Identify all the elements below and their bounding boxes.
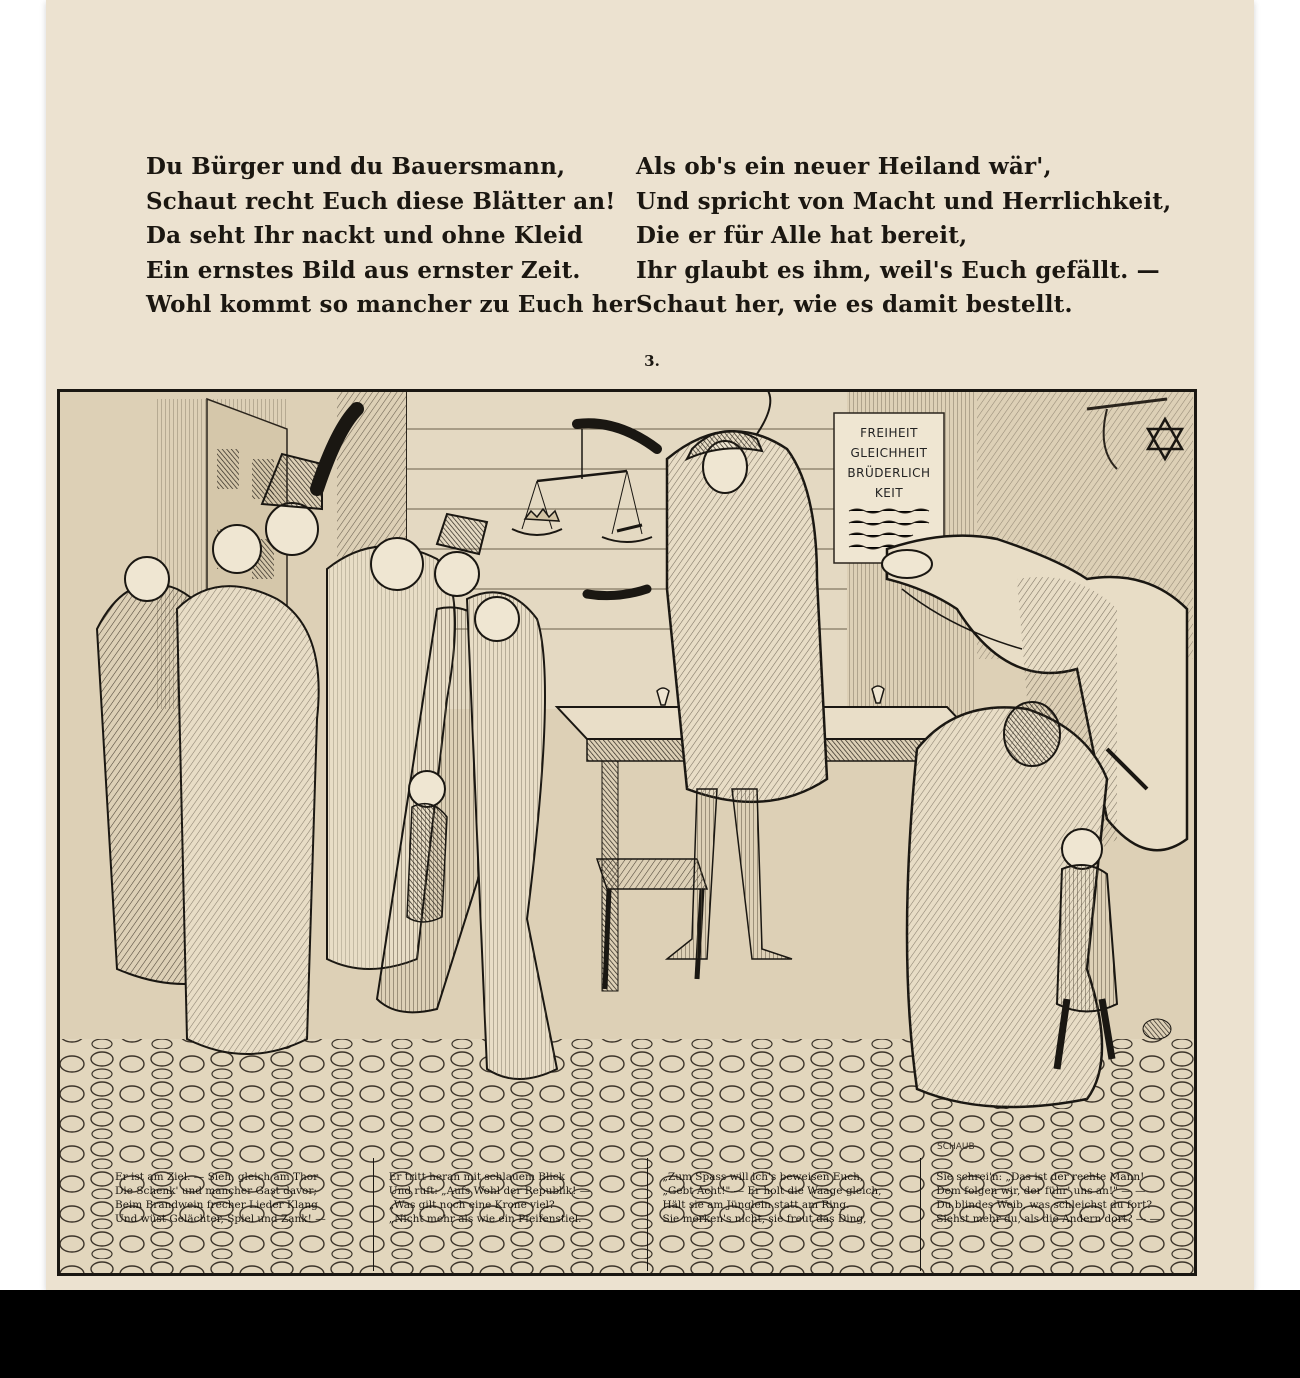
sign-line: GLEICHHEIT bbox=[850, 446, 928, 460]
caption-block bbox=[373, 1158, 647, 1271]
caption-line: „Nicht mehr als wie ein Pfeifenstiel. bbox=[388, 1213, 582, 1225]
caption-block bbox=[920, 1158, 1194, 1271]
caption-line: Sie schrei'n: „Das ist der rechte Mann! bbox=[936, 1171, 1145, 1183]
poem-line: Und spricht von Macht und Herrlichkeit, bbox=[636, 187, 1172, 215]
sign-line: FREIHEIT bbox=[860, 426, 918, 440]
poem-line: Ihr glaubt es ihm, weil's Euch gefällt. — bbox=[636, 256, 1160, 284]
poem-right-column bbox=[636, 150, 1172, 323]
caption-block bbox=[647, 1158, 921, 1271]
poem-line: Da seht Ihr nackt und ohne Kleid bbox=[146, 222, 584, 249]
poem-line: Schaut her, wie es damit bestellt. bbox=[636, 291, 1073, 318]
poem-line: Die er für Alle hat bereit, bbox=[636, 222, 968, 249]
caption-line: Sie merken's nicht, sie freut das Ding, bbox=[662, 1213, 867, 1225]
poem-line: Als ob's ein neuer Heiland wär', bbox=[636, 153, 1052, 180]
caption-line: Er ist am Ziel. — Sieh, gleich am Thor bbox=[115, 1171, 319, 1183]
caption-line: „Zum Spass will ich's beweisen Euch, bbox=[662, 1171, 864, 1183]
plate-frame bbox=[57, 389, 1197, 1276]
poem-left-column bbox=[146, 150, 636, 323]
caption-line: „Gebt Acht!" — Er holt die Waage gleich, bbox=[662, 1185, 882, 1197]
caption-line: Dem folgen wir, der führ' uns an!" — — bbox=[936, 1185, 1146, 1197]
poem-line: Ein ernstes Bild aus ernster Zeit. bbox=[146, 256, 581, 284]
caption-line: Siehst mehr du, als die Andern dort? — — bbox=[936, 1213, 1161, 1225]
caption-line: Er tritt heran mit schlauem Blick bbox=[388, 1171, 565, 1183]
caption-line: Du blindes Weib, was schleichst du fort? bbox=[936, 1199, 1152, 1211]
watermark-strip bbox=[0, 1290, 1300, 1378]
caption-row bbox=[100, 1158, 1194, 1271]
sign-line: BRÜDERLICH bbox=[847, 466, 931, 480]
poem-line: Du Bürger und du Bauersmann, bbox=[146, 153, 566, 180]
caption-line: „Was gilt noch eine Krone viel? bbox=[388, 1199, 555, 1211]
sign-line: KEIT bbox=[874, 486, 904, 500]
caption-block bbox=[100, 1158, 373, 1271]
caption-line: Beim Brandwein frecher Lieder Klang bbox=[115, 1199, 318, 1211]
plate-number: 3. bbox=[644, 352, 660, 370]
caption-line: Die Schenk' und mancher Gast davor; bbox=[115, 1185, 317, 1197]
woodcut-plate bbox=[57, 389, 1197, 1276]
caption-line: Und wüst Gelächter, Spiel und Zank! — bbox=[115, 1213, 326, 1225]
caption-line: Und ruft: „Aufs Wohl der Republik! — bbox=[388, 1185, 591, 1197]
poem-line: Schaut recht Euch diese Blätter an! bbox=[146, 187, 616, 215]
caption-line: Hält sie am Jünglein statt am Ring. bbox=[662, 1199, 850, 1211]
artist-signature: SCHAUB bbox=[937, 1142, 975, 1152]
poem-line: Wohl kommt so mancher zu Euch her bbox=[146, 291, 636, 318]
